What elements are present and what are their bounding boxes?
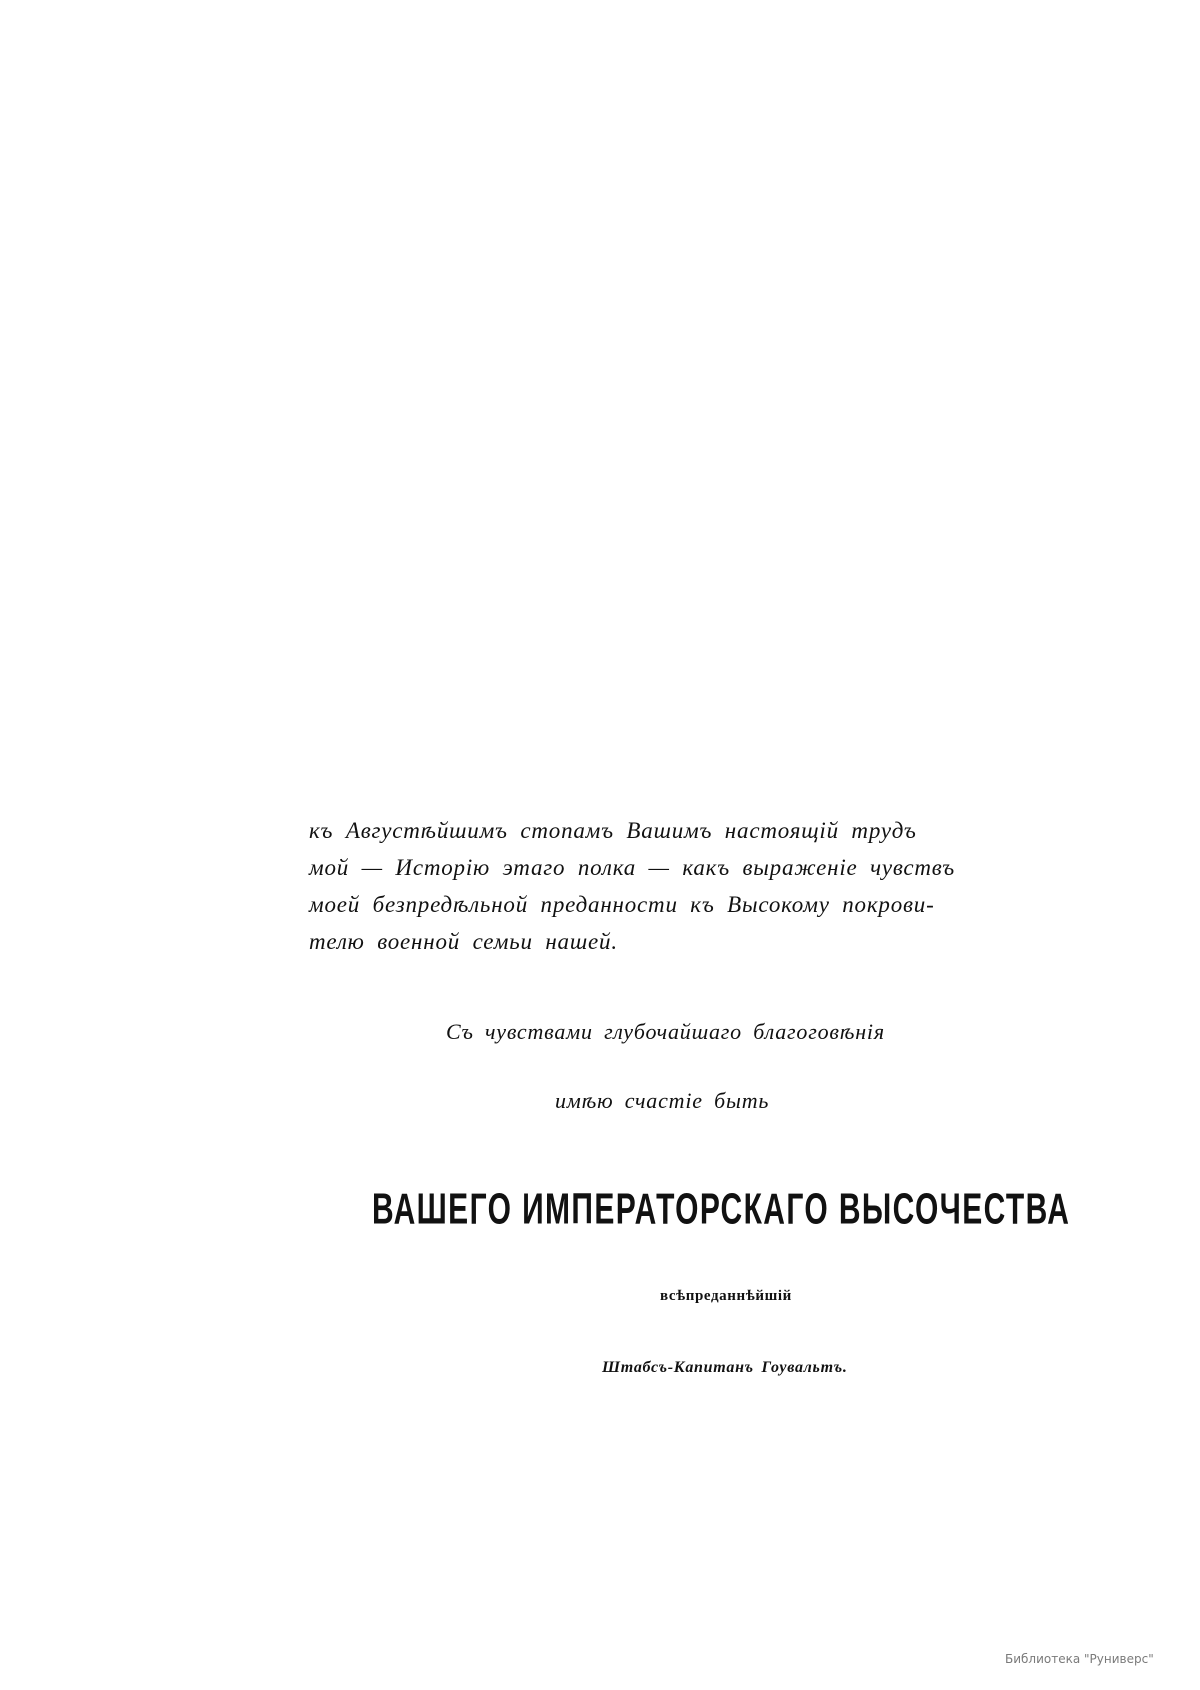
highness-title: ВАШЕГО ИМПЕРАТОРСКАГО ВЫСОЧЕСТВА <box>372 1186 1071 1234</box>
paragraph-line: моей безпредѣльной преданности къ Высокому покрови- <box>309 892 935 917</box>
closing-honor-line: имѣю счастіе быть <box>555 1088 770 1113</box>
paragraph-line: къ Августѣйшимъ стопамъ Вашимъ настоящій трудъ <box>309 818 917 843</box>
paragraph-line: телю военной семьи нашей. <box>309 929 618 954</box>
paragraph-line: мой — Исторію этаго полка — какъ выраженіе чувствъ <box>309 855 956 880</box>
devoted-label: всѣпреданнѣйшій <box>660 1288 792 1304</box>
signature: Штабсъ-Капитанъ Гоувальтъ. <box>602 1359 848 1376</box>
closing-feelings-line: Съ чувствами глубочайшаго благоговѣнія <box>446 1019 885 1044</box>
dedication-paragraph <box>309 812 956 960</box>
library-watermark: Библиотека "Руниверс" <box>1005 1652 1154 1666</box>
